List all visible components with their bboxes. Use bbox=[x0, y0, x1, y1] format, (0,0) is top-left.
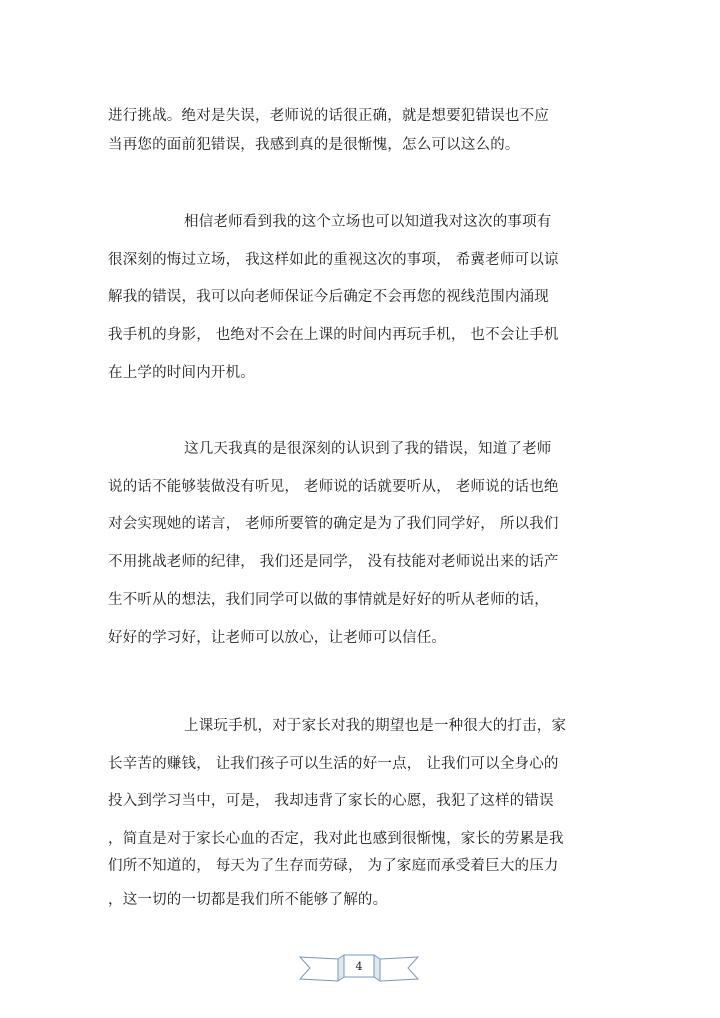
page-footer bbox=[298, 951, 420, 985]
paragraph-3-line-1: 这几天我真的是很深刻的认识到了我的错误，知道了老师 bbox=[184, 441, 552, 457]
paragraph-2-line-1: 相信老师看到我的这个立场也可以知道我对这次的事项有 bbox=[184, 214, 552, 230]
paragraph-3-line-6: 好好的学习好，让老师可以放心，让老师可以信任。 bbox=[108, 630, 447, 646]
paragraph-2-line-3: 解我的错误，我可以向老师保证今后确定不会再您的视线范围内涌现 bbox=[108, 289, 549, 305]
paragraph-1-line-1: 进行挑战。绝对是失误，老师说的话很正确，就是想要犯错误也不应 bbox=[108, 108, 549, 124]
page-number: 4 bbox=[355, 960, 363, 973]
paragraph-2-line-2: 很深刻的悔过立场， 我这样如此的重视这次的事项， 希冀老师可以谅 bbox=[108, 252, 559, 268]
paragraph-3-line-4: 不用挑战老师的纪律， 我们还是同学， 没有技能对老师说出来的话产 bbox=[108, 554, 559, 570]
paragraph-3-line-3: 对会实现她的诺言， 老师所要管的确定是为了我们同学好， 所以我们 bbox=[108, 516, 559, 532]
paragraph-1-line-2: 当再您的面前犯错误，我感到真的是很惭愧，怎么可以这么的。 bbox=[108, 137, 520, 153]
paragraph-4-line-4: ，简直是对于家长心血的否定，我对此也感到很惭愧，家长的劳累是我 bbox=[108, 831, 564, 847]
paragraph-4-line-2: 长辛苦的赚钱， 让我们孩子可以生活的好一点， 让我们可以全身心的 bbox=[108, 756, 559, 772]
paragraph-2-line-5: 在上学的时间内开机。 bbox=[108, 365, 255, 381]
paragraph-4-line-6: ，这一切的一切都是我们所不能够了解的。 bbox=[108, 892, 388, 908]
paragraph-3-line-5: 生不听从的想法，我们同学可以做的事情就是好好的听从老师的话， bbox=[108, 592, 549, 608]
paragraph-2-line-4: 我手机的身影， 也绝对不会在上课的时间内再玩手机， 也不会让手机 bbox=[108, 327, 559, 343]
paragraph-4-line-1: 上课玩手机，对于家长对我的期望也是一种很大的打击，家 bbox=[184, 718, 567, 734]
paragraph-3-line-2: 说的话不能够装做没有听见， 老师说的话就要听从， 老师说的话也绝 bbox=[108, 479, 559, 495]
paragraph-4-line-3: 投入到学习当中，可是， 我却违背了家长的心愿，我犯了这样的错误 bbox=[108, 793, 554, 809]
paragraph-4-line-5: 们所不知道的， 每天为了生存而劳碌， 为了家庭而承受着巨大的压力 bbox=[108, 858, 559, 874]
